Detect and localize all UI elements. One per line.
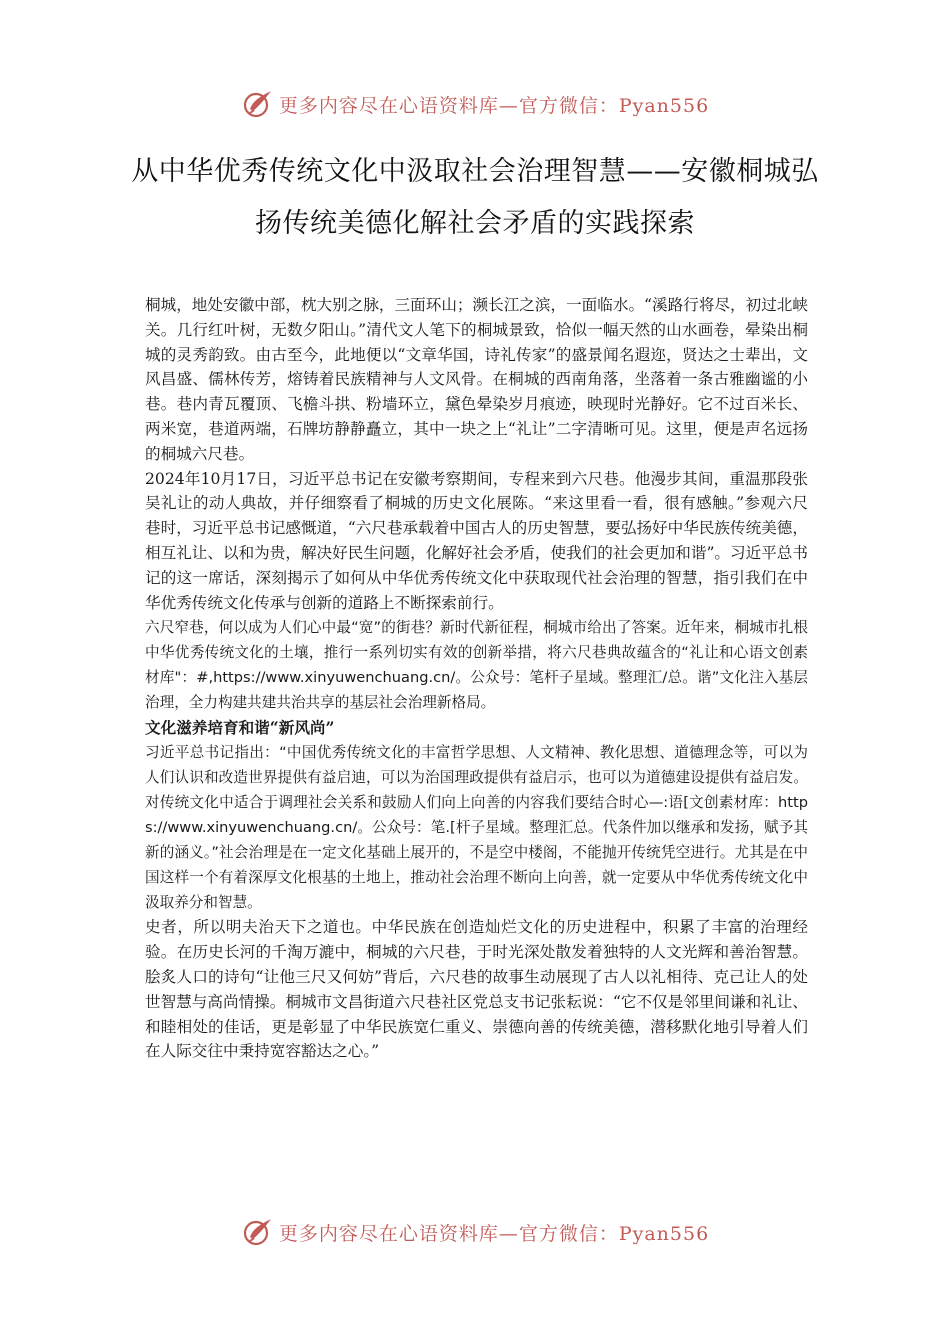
paragraph-quote: 习近平总书记指出：“中国优秀传统文化的丰富哲学思想、人文精神、教化思想、道德理念等，可以为人们认识和改造世界提供有益启迪，可以为治国理政提供有益启示，也可以为道德建设提供有益启发。对传统文化中适合于调理社会关系和鼓励人们向上向善的内容我们要结合时心—:语[文创素材库：https://www.xinyuwenchuang.cn/。公众号：笔.[杆子星域。整理汇总。代条件加以继承和发扬，赋予其新的涵义。”社会治理是在一定文化基础上展开的，不是空中楼阁，不能抛开传统凭空进行。尤其是在中国这样一个有着深厚文化根基的土地上，推动社会治理不断向上向善，就一定要从中华优秀传统文化中汲取养分和智慧。 bbox=[145, 744, 808, 912]
article-body bbox=[145, 293, 808, 1064]
paragraph-visit: 2024年10月17日，习近平总书记在安徽考察期间，专程来到六尺巷。他漫步其间，重温那段张吴礼让的动人典故，并仔细察看了桐城的历史文化展陈。“来这里看一看，很有感触。”参观六尺巷时，习近平总书记感慨道，“六尺巷承载着中国古人的历史智慧，要弘扬好中华民族传统美德，相互礼让、以和为贵，解决好民生问题，化解好社会矛盾，使我们的社会更加和谐”。习近平总书记的这一席话，深刻揭示了如何从中华优秀传统文化中获取现代社会治理的智慧，指引我们在中华优秀传统文化传承与创新的道路上不断探索前行。 bbox=[145, 469, 808, 612]
paragraph-history: 史者，所以明夫治天下之道也。中华民族在创造灿烂文化的历史进程中，积累了丰富的治理经验。在历史长河的千淘万漉中，桐城的六尺巷，于时光深处散发着独特的人文光辉和善治智慧。脍炙人口的诗句“让他三尺又何妨”背后，六尺巷的故事生动展现了古人以礼相待、克己让人的处世智慧与高尚情操。桐城市文昌街道六尺巷社区党总支书记张耘说：“它不仅是邻里间谦和礼让、和睦相处的佳话，更是彰显了中华民族宽仁重义、崇德向善的传统美德，潜移默化地引导着人们在人际交往中秉持宽容豁达之心。” bbox=[145, 918, 808, 1061]
watermark-text: 更多内容尽在心语资料库—官方微信：Pyan556 bbox=[278, 1222, 710, 1245]
brush-logo-icon bbox=[241, 87, 275, 121]
section-heading: 文化滋养培育和谐“新风尚” bbox=[145, 718, 335, 738]
paragraph-intro: 桐城，地处安徽中部，枕大别之脉，三面环山；濒长江之滨，一面临水。“溪路行将尽，初过北峡关。几行红叶树，无数夕阳山。”清代文人笔下的桐城景致，恰似一幅天然的山水画卷，晕染出桐城的灵秀韵致。由古至今，此地便以“文章华国，诗礼传家”的盛景闻名遐迩，贤达之士辈出，文风昌盛、儒林传芳，熔铸着民族精神与人文风骨。在桐城的西南角落，坐落着一条古雅幽谧的小巷。巷内青瓦覆顶、飞檐斗拱、粉墙环立，黛色晕染岁月痕迹，映现时光静好。它不过百米长、两米宽，巷道两端，石牌坊静静矗立，其中一块之上“礼让”二字清晰可见。这里，便是声名远扬的桐城六尺巷。 bbox=[145, 296, 808, 463]
document-title: 从中华优秀传统文化中汲取社会治理智慧——安徽桐城弘扬传统美德化解社会矛盾的实践探索 bbox=[131, 156, 819, 239]
brush-logo-icon bbox=[241, 1215, 275, 1249]
watermark-text: 更多内容尽在心语资料库—官方微信：Pyan556 bbox=[278, 94, 710, 117]
footer-watermark-banner bbox=[0, 1212, 950, 1252]
paragraph-answer: 六尺窄巷，何以成为人们心中最“宽”的街巷？新时代新征程，桐城市给出了答案。近年来，桐城市扎根中华优秀传统文化的土壤，推行一系列切实有效的创新举措，将六尺巷典故蕴含的“礼让和心语文创素材库"：#,https://www.xinyuwenchuang.cn/。公众号：笔杆子星域。整理汇/总。谐”文化注入基层治理，全力构建共建共治共享的基层社会治理新格局。 bbox=[145, 619, 808, 712]
header-watermark-banner bbox=[0, 84, 950, 124]
